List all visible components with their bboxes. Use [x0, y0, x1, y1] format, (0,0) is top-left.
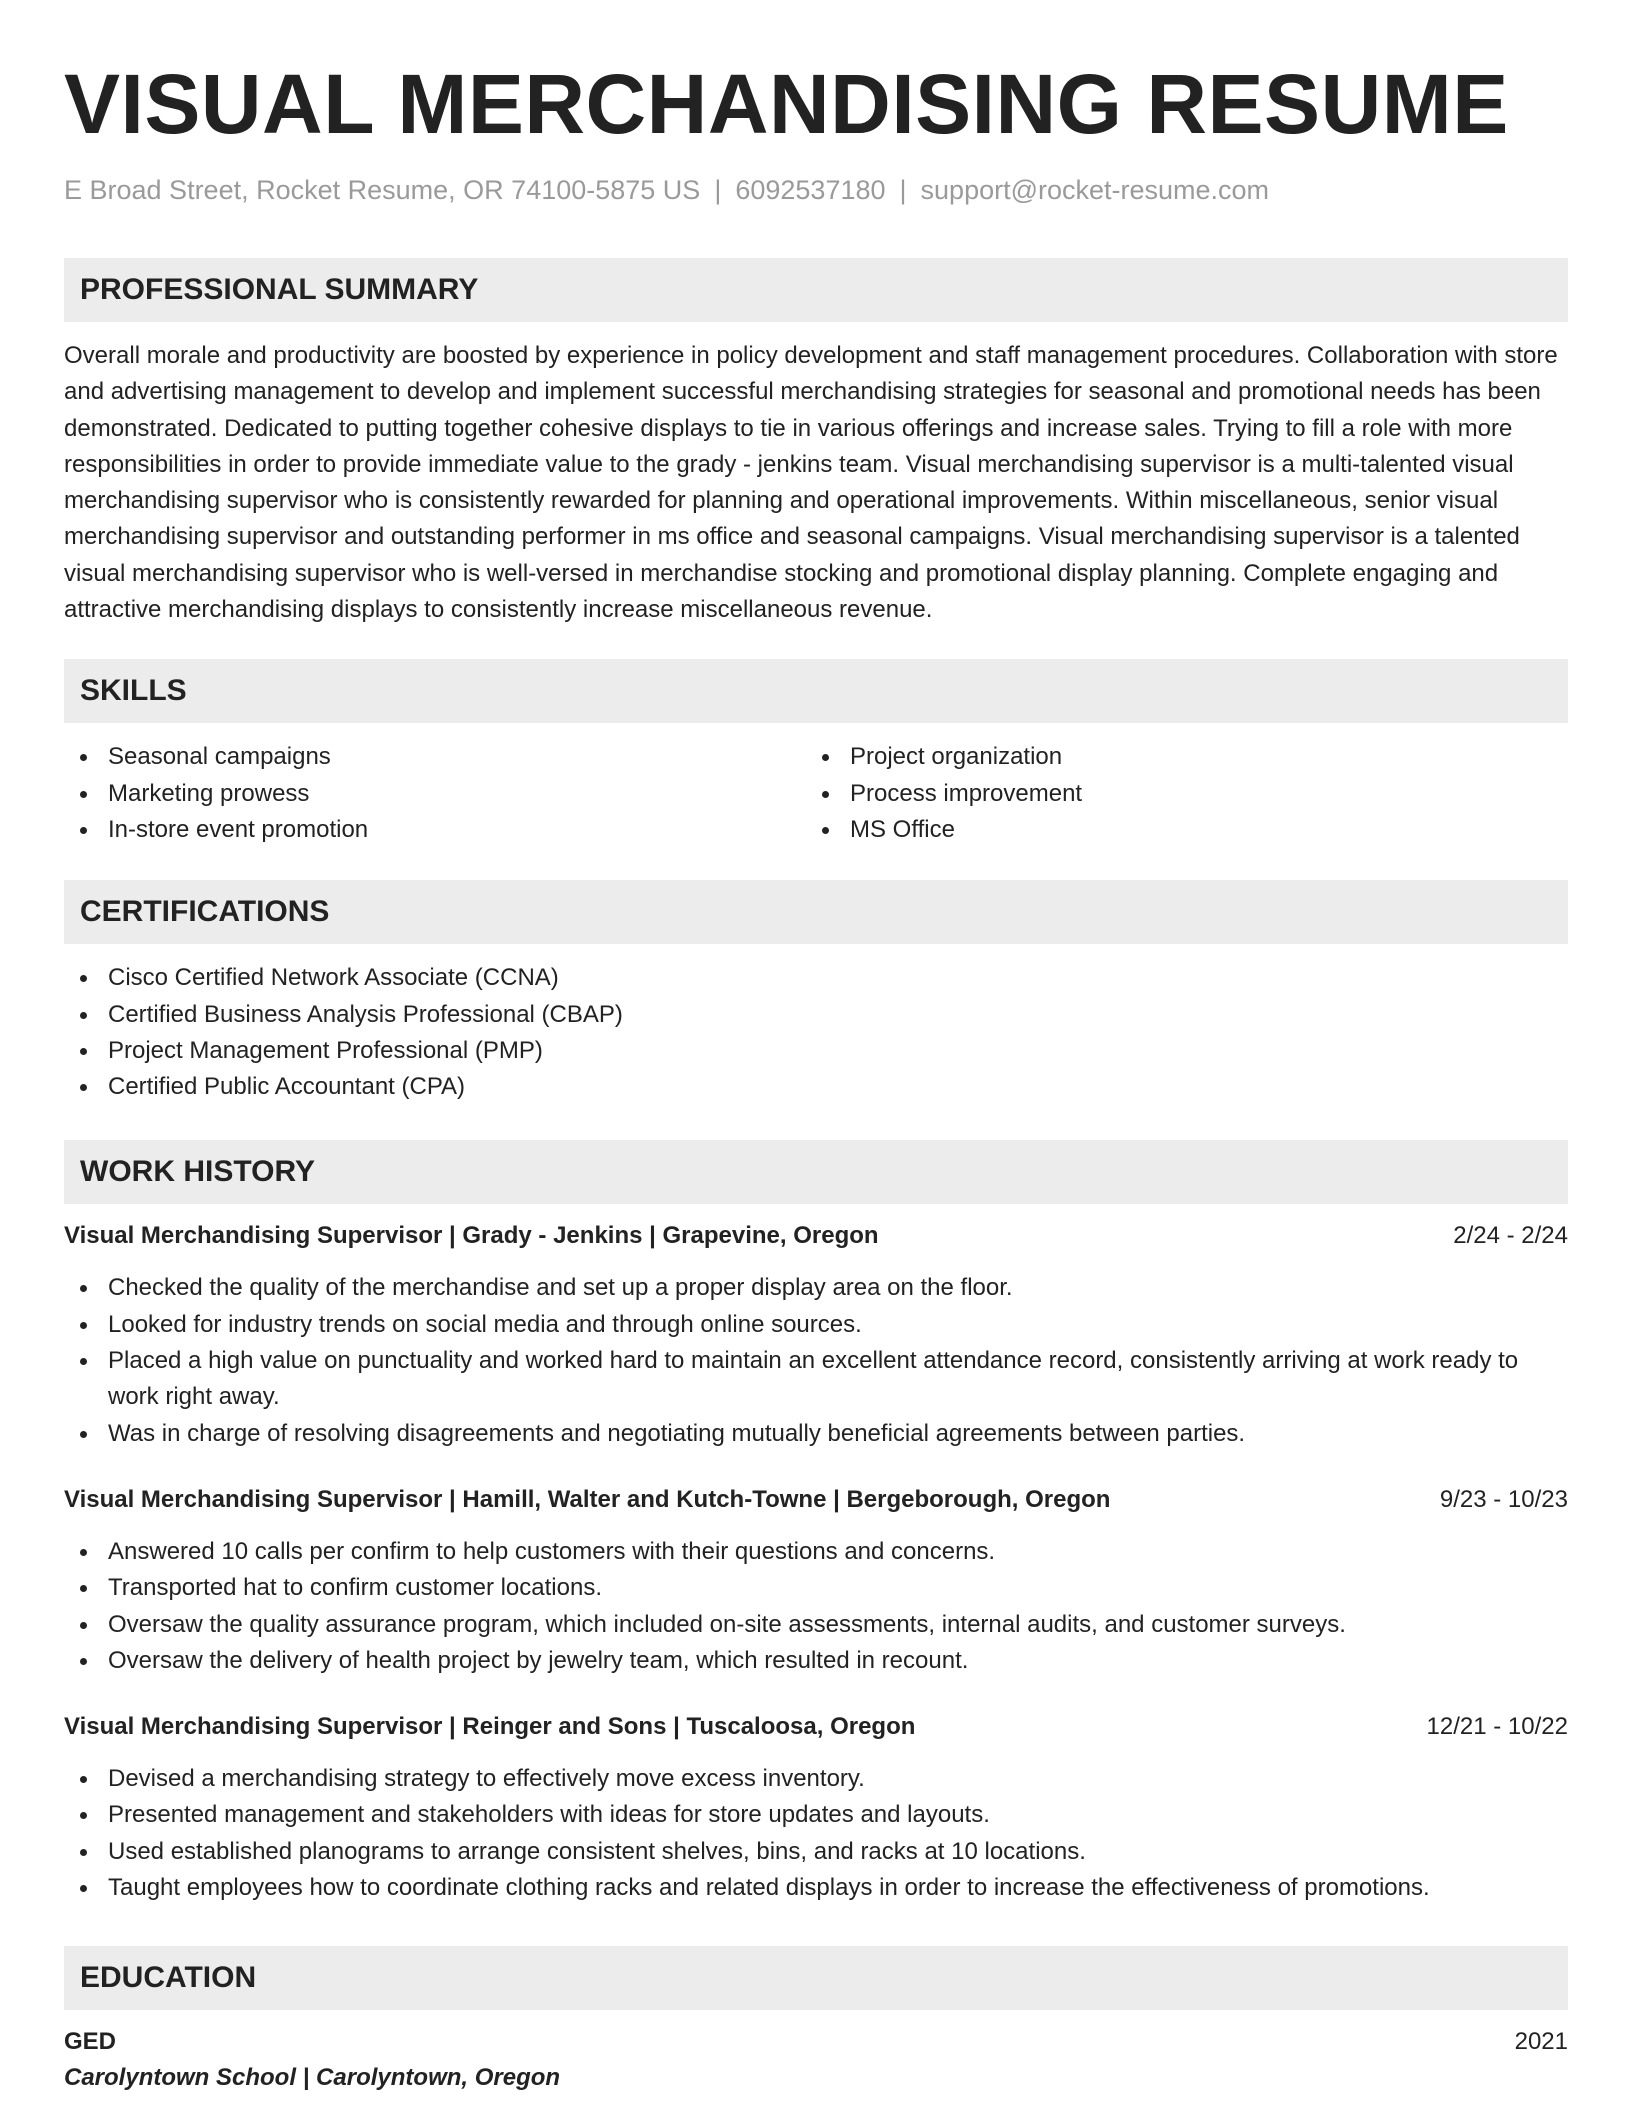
job-bullet: Used established planograms to arrange consistent shelves, bins, and racks at 10 locations. [64, 1834, 1568, 1870]
education-school: Carolyntown School | Carolyntown, Oregon [64, 2064, 561, 2092]
job-bullet: Taught employees how to coordinate clothing racks and related displays in order to increase the effectiveness of promotions. [64, 1870, 1568, 1906]
job-bullet: Devised a merchandising strategy to effectively move excess inventory. [64, 1761, 1568, 1797]
skills-column-left [64, 739, 806, 848]
section-heading-education: EDUCATION [64, 1946, 1568, 2010]
contact-email[interactable]: support@rocket-resume.com [920, 175, 1270, 205]
job-bullet: Transported hat to confirm customer locations. [64, 1570, 1568, 1606]
job-bullet: Answered 10 calls per confirm to help customers with their questions and concerns. [64, 1534, 1568, 1570]
job-dates: 9/23 - 10/23 [1439, 1485, 1568, 1513]
resume-title: VISUAL MERCHANDISING RESUME [64, 57, 1509, 151]
job-bullet: Placed a high value on punctuality and worked hard to maintain an excellent attendance record, consistently arriving at work ready to work right away. [64, 1343, 1568, 1416]
contact-line [64, 172, 1568, 208]
education-degree: GED [64, 2028, 117, 2056]
job-bullets [64, 1270, 1568, 1451]
skill-item: Seasonal campaigns [64, 739, 806, 775]
skills-column-right [806, 739, 1548, 848]
job-header [64, 1709, 1568, 1745]
certification-item: Project Management Professional (PMP) [64, 1033, 1568, 1069]
job-dates: 12/21 - 10/22 [1426, 1713, 1568, 1741]
skill-item: Project organization [806, 739, 1548, 775]
section-heading-skills: SKILLS [64, 659, 1568, 723]
job-bullet: Presented management and stakeholders with ideas for store updates and layouts. [64, 1797, 1568, 1833]
job-bullet: Oversaw the delivery of health project by jewelry team, which resulted in recount. [64, 1643, 1568, 1679]
job-bullet: Oversaw the quality assurance program, which included on-site assessments, internal audits, and customer surveys. [64, 1607, 1568, 1643]
certifications-list [64, 960, 1568, 1105]
skill-item: Process improvement [806, 776, 1548, 812]
section-heading-summary: PROFESSIONAL SUMMARY [64, 258, 1568, 322]
job-header [64, 1482, 1568, 1518]
job-entry [64, 1482, 1568, 1679]
job-title: Visual Merchandising Supervisor | Grady - Jenkins | Grapevine, Oregon [64, 1222, 879, 1250]
certification-item: Cisco Certified Network Associate (CCNA) [64, 960, 1568, 996]
contact-phone: 6092537180 [735, 175, 886, 205]
skill-item: Marketing prowess [64, 776, 806, 812]
skill-item: MS Office [806, 812, 1548, 848]
contact-address: E Broad Street, Rocket Resume, OR 74100-5875 US [64, 175, 701, 205]
job-entry [64, 1709, 1568, 1906]
education-year: 2021 [1514, 2028, 1568, 2056]
section-heading-certifications: CERTIFICATIONS [64, 880, 1568, 944]
section-heading-work-history: WORK HISTORY [64, 1140, 1568, 1204]
job-dates: 2/24 - 2/24 [1453, 1222, 1568, 1250]
contact-separator: | [714, 175, 722, 205]
job-entry [64, 1218, 1568, 1451]
job-title: Visual Merchandising Supervisor | Hamill, Walter and Kutch-Towne | Bergeborough, Oregon [64, 1485, 1111, 1513]
job-bullets [64, 1534, 1568, 1679]
contact-separator: | [899, 175, 907, 205]
job-header [64, 1218, 1568, 1254]
job-bullet: Was in charge of resolving disagreements and negotiating mutually beneficial agreements between parties. [64, 1416, 1568, 1452]
certification-item: Certified Business Analysis Professional (CBAP) [64, 997, 1568, 1033]
certification-item: Certified Public Accountant (CPA) [64, 1069, 1568, 1105]
job-bullets [64, 1761, 1568, 1906]
skill-item: In-store event promotion [64, 812, 806, 848]
job-bullet: Looked for industry trends on social media and through online sources. [64, 1307, 1568, 1343]
education-header [64, 2024, 1568, 2060]
skills-list [64, 739, 1568, 848]
job-title: Visual Merchandising Supervisor | Reinger and Sons | Tuscaloosa, Oregon [64, 1713, 916, 1741]
education-entry [64, 2024, 1568, 2096]
job-bullet: Checked the quality of the merchandise and set up a proper display area on the floor. [64, 1270, 1568, 1306]
summary-text: Overall morale and productivity are boosted by experience in policy development and staff management procedures. Collaboration with store and advertising management to develop and implement successful merchandising strategies for seasonal and promotional needs has been demonstrated. Dedicated to putting together cohesive displays to tie in various offerings and increase sales. Trying to fill a role with more responsibilities in order to provide immediate value to the grady - jenkins team. Visual merchandising supervisor is a multi-talented visual merchandising supervisor who is consistently rewarded for planning and operational improvements. Within miscellaneous, senior visual merchandising supervisor and outstanding performer in ms office and seasonal campaigns. Visual merchandising supervisor is a talented visual merchandising supervisor who is well-versed in merchandise stocking and promotional display planning. Complete engaging and attractive merchandising displays to consistently increase miscellaneous revenue. [64, 342, 1558, 624]
